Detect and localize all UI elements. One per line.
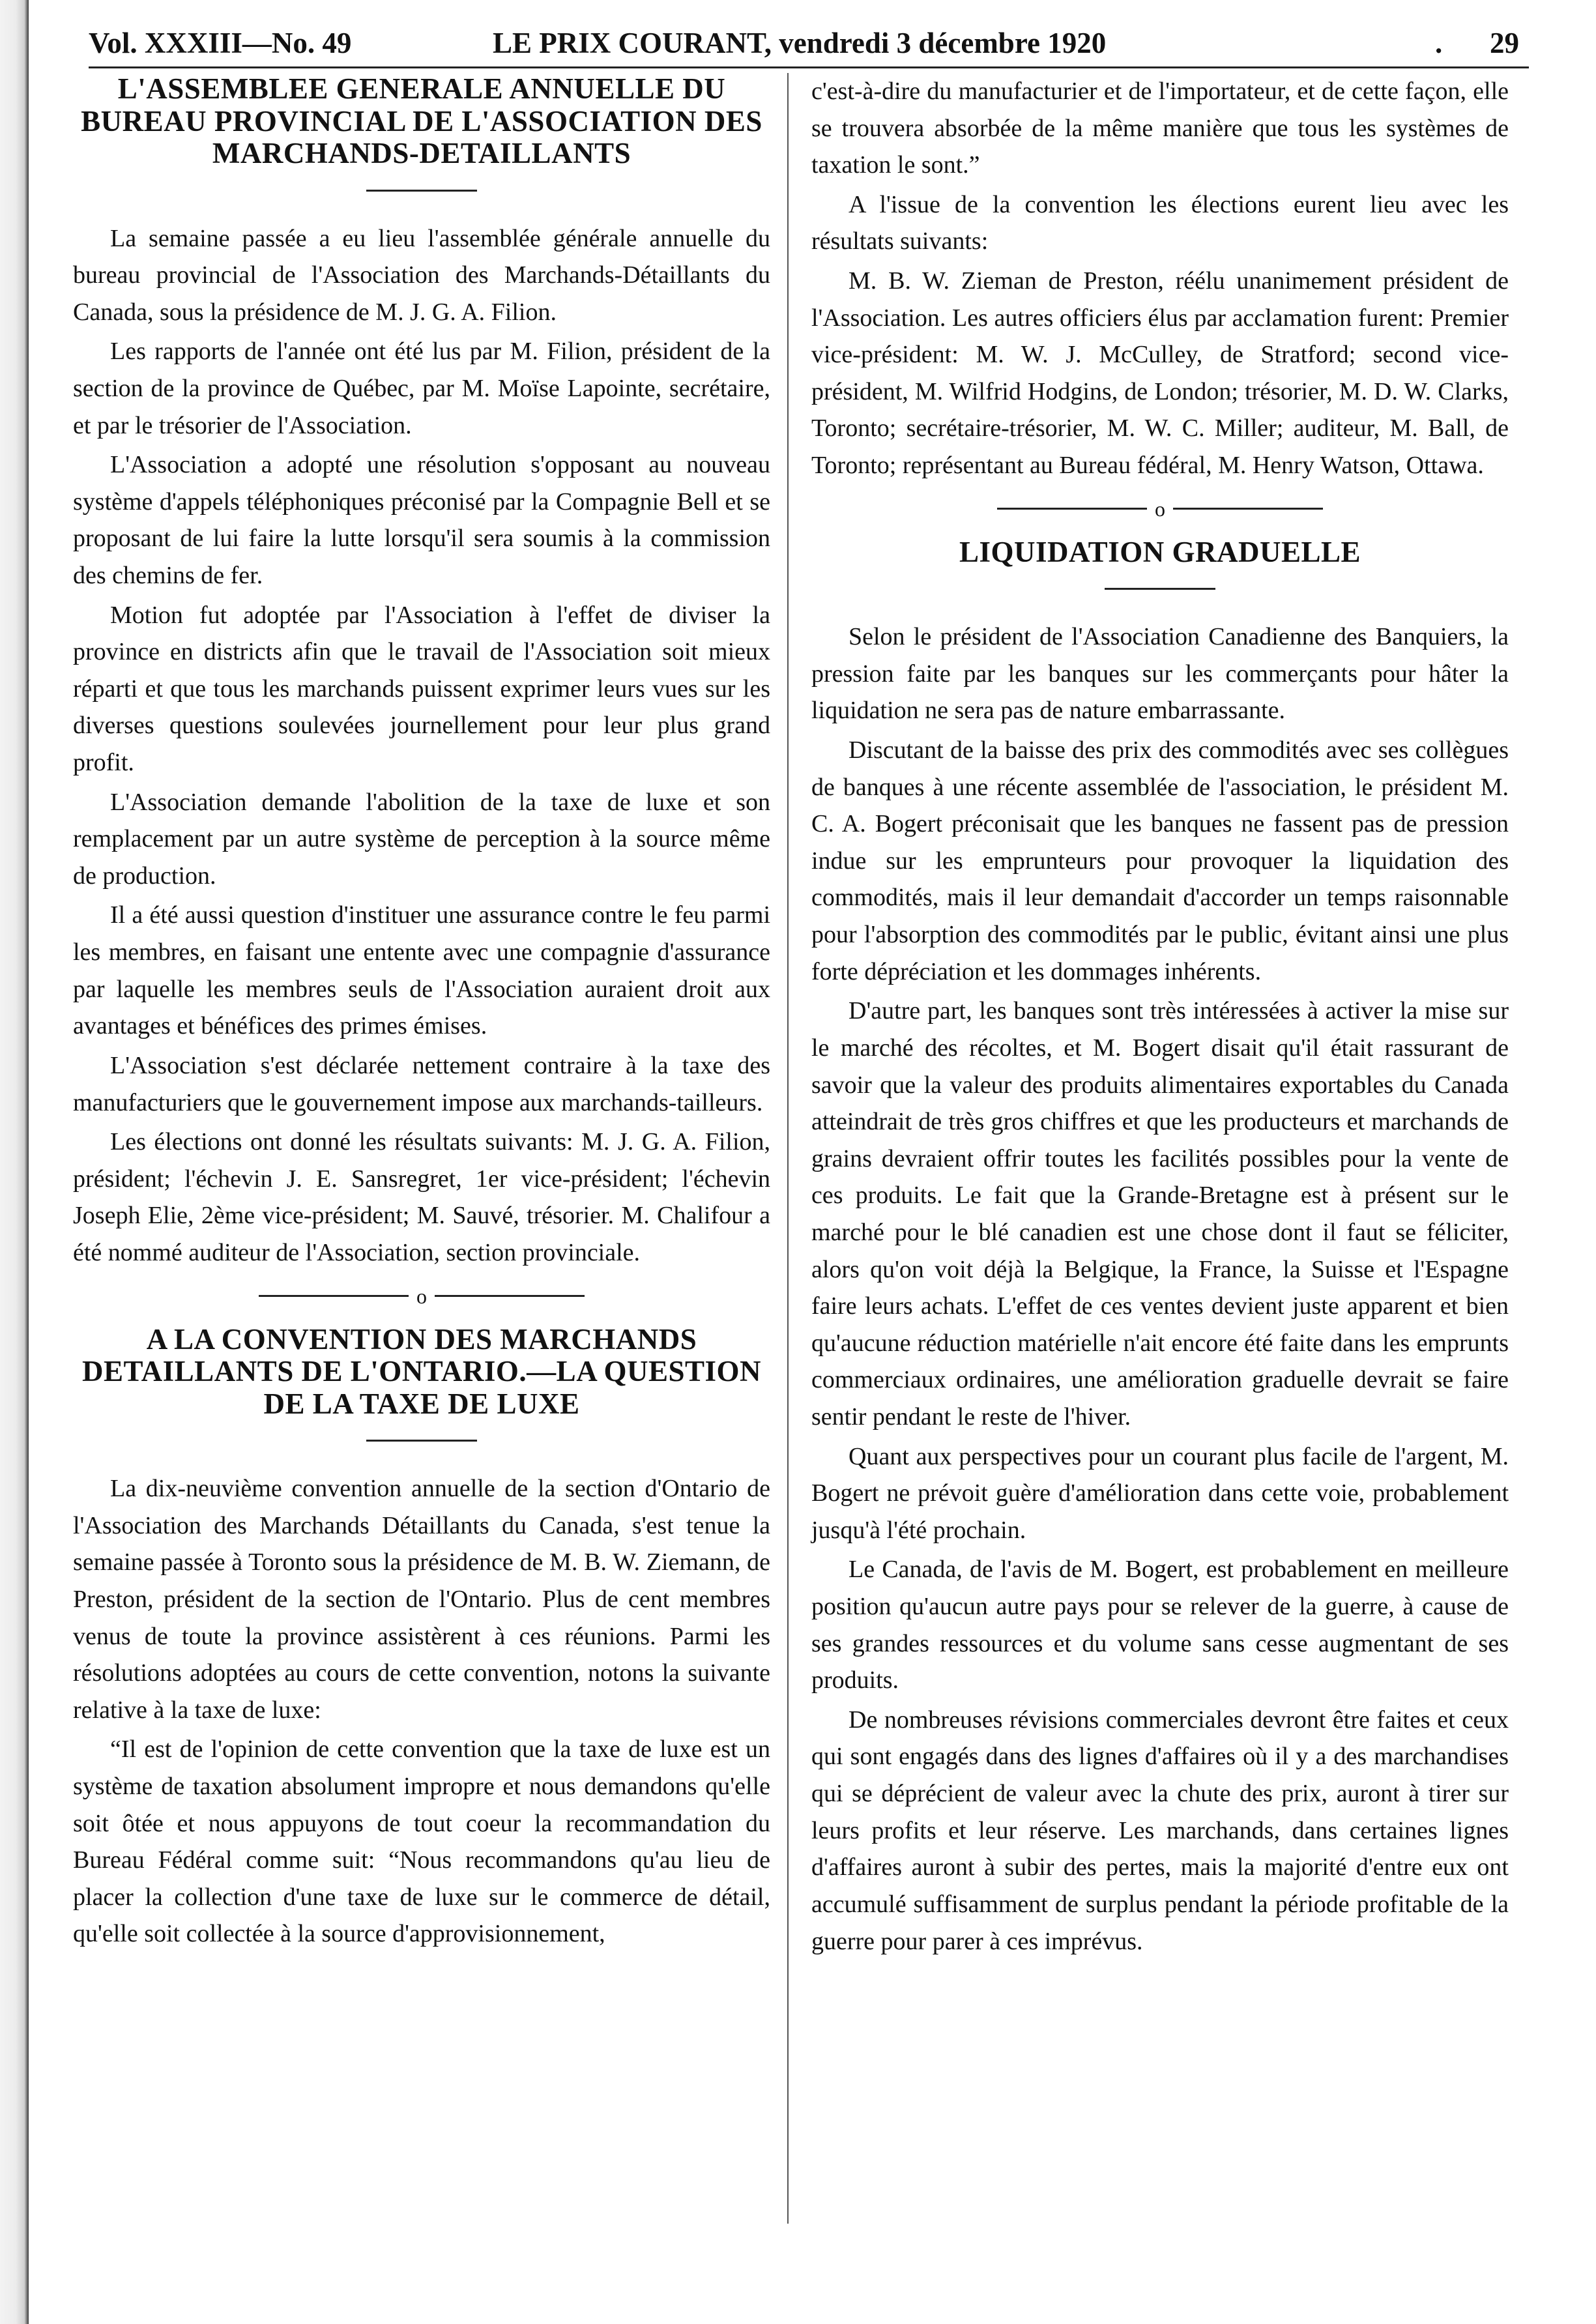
article-paragraph: La semaine passée a eu lieu l'assemblée générale annuelle du bureau provincial de l'Association des Marchands-Détaillants du Canada, sous la présidence de M. J. G. A. Filion. xyxy=(73,224,770,326)
running-head-rule xyxy=(89,66,1529,68)
article-assemblee-generale xyxy=(73,73,770,1271)
article-paragraph: “Il est de l'opinion de cette convention que la taxe de luxe est un système de taxation absolument impropre et nous demandons qu'elle soit ôtée et nous appuyons de tout coeur la recommandation du Bureau Fédéral comme suit: “Nous recommandons qu'au lieu de placer la collection d'une taxe de luxe sur le commerce de détail, qu'elle soit collectée à la source d'approvisionnement, xyxy=(73,1736,770,1948)
right-column xyxy=(811,73,1509,1960)
article-paragraph: Discutant de la baisse des prix des commodités avec ses collègues de banques à une récente assemblée de l'association, le président M. C. A. Bogert préconisait que les banques ne fassent pas de pression indue sur les emprunteurs pour provoquer la liquidation des commodités, mais il leur demandait d'accorder un temps raisonnable pour l'absorption des commodités par le public, évitant ainsi une plus forte dépréciation et les dommages inhérents. xyxy=(811,736,1509,985)
divider-line xyxy=(997,508,1147,510)
article-title: L'ASSEMBLEE GENERALE ANNUELLE DU BUREAU PROVINCIAL DE L'ASSOCIATION DES MARCHANDS-DETAILLANTS xyxy=(81,72,762,169)
section-divider xyxy=(811,499,1509,519)
page-number: 29 xyxy=(1490,27,1519,59)
article-convention-ontario xyxy=(73,1324,770,1953)
continuation-paragraph: c'est-à-dire du manufacturier et de l'importateur, et de cette façon, elle se trouvera absorbée de la même manière que tous les systèmes de taxation le sont.” xyxy=(811,78,1509,179)
binding-edge xyxy=(0,0,29,2324)
article-paragraph: Motion fut adoptée par l'Association à l'effet de diviser la province en districts afin que le travail de l'Association soit mieux réparti et que tous les marchands puissent exprimer leurs vues sur les diverses questions soulevées journellement pour leur plus grand profit. xyxy=(73,601,770,777)
left-column xyxy=(73,73,770,1953)
article-paragraph: Les élections ont donné les résultats suivants: M. J. G. A. Filion, président; l'échevin J. E. Sansregret, 1er vice-président; l'échevin Joseph Elie, 2ème vice-président; M. Sauvé, trésorier. M. Chalifour a été nommé auditeur de l'Association, section provinciale. xyxy=(73,1128,770,1266)
section-divider xyxy=(73,1286,770,1307)
article-paragraph: Le Canada, de l'avis de M. Bogert, est probablement en meilleure position qu'aucun autre pays pour se relever de la guerre, à cause de ses grandes ressources et du volume sans cesse augmentant de ses produits. xyxy=(811,1556,1509,1694)
article-title: A LA CONVENTION DES MARCHANDS DETAILLANTS DE L'ONTARIO.—LA QUESTION DE LA TAXE DE LUXE xyxy=(81,1322,762,1420)
volume-number: Vol. XXXIII—No. 49 xyxy=(89,27,352,59)
article-paragraph: Quant aux perspectives pour un courant plus facile de l'argent, M. Bogert ne prévoit guère d'amélioration dans cette voie, probablement jusqu'à l'été prochain. xyxy=(811,1442,1509,1544)
divider-line xyxy=(435,1295,585,1297)
running-head xyxy=(89,20,1529,65)
article-paragraph: L'Association s'est déclarée nettement contraire à la taxe des manufacturiers que le gouvernement impose aux marchands-tailleurs. xyxy=(73,1051,770,1116)
divider-mark: o xyxy=(416,1284,427,1308)
divider-mark: o xyxy=(1155,497,1165,521)
running-head-dot: . xyxy=(1435,27,1443,59)
continuation-paragraph: M. B. W. Zieman de Preston, réélu unanimement président de l'Association. Les autres officiers élus par acclamation furent: Premier vice-président: M. W. J. McCulley, de Stratford; second vice-président, M. Wilfrid Hodgins, de London; trésorier, M. D. W. Clarks, Toronto; secrétaire-trésorier, M. W. C. Miller; auditeur, M. Ball, de Toronto; représentant au Bureau fédéral, M. Henry Watson, Ottawa. xyxy=(811,267,1509,480)
article-paragraph: L'Association demande l'abolition de la taxe de luxe et son remplacement par un autre système de perception à la source même de production. xyxy=(73,788,770,890)
publication-date-line: LE PRIX COURANT, vendredi 3 décembre 1920 xyxy=(493,27,1107,59)
article-paragraph: L'Association a adopté une résolution s'opposant au nouveau système d'appels téléphoniques préconisé par la Compagnie Bell et se proposant de lui faire la lutte lorsqu'il sera soumis à la commission des chemins de fer. xyxy=(73,451,770,589)
title-rule xyxy=(366,1440,477,1442)
article-paragraph: De nombreuses révisions commerciales devront être faites et ceux qui sont engagés dans des lignes d'affaires où il y a des marchandises qui se déprécient de valeur avec la chute des prix, auront à tirer sur leurs profits et leur réserve. Les marchands, dans certaines lignes d'affaires auront à subir des pertes, mais la majorité d'entre eux ont accumulé suffisamment de surplus pendant la période profitable de la guerre pour parer à ces imprévus. xyxy=(811,1706,1509,1955)
continuation-paragraph: A l'issue de la convention les élections eurent lieu avec les résultats suivants: xyxy=(811,190,1509,255)
article-liquidation-graduelle xyxy=(811,536,1509,1960)
divider-line xyxy=(259,1295,409,1297)
divider-line xyxy=(1173,508,1323,510)
article-continuation xyxy=(811,73,1509,484)
article-paragraph: Les rapports de l'année ont été lus par M. Filion, président de la section de la province de Québec, par M. Moïse Lapointe, secrétaire, et par le trésorier de l'Association. xyxy=(73,338,770,439)
article-paragraph: La dix-neuvième convention annuelle de la section d'Ontario de l'Association des Marchands Détaillants du Canada, s'est tenue la semaine passée à Toronto sous la présidence de M. B. W. Ziemann, de Preston, président de la section de l'Ontario. Plus de cent membres venus de toute la province assistèrent à ces réunions. Parmi les résolutions adoptées au cours de cette convention, notons la suivante relative à la taxe de luxe: xyxy=(73,1475,770,1724)
title-rule xyxy=(366,190,477,192)
article-paragraph: Il a été aussi question d'instituer une assurance contre le feu parmi les membres, en faisant une entente avec une compagnie d'assurance par laquelle les membres seuls de l'Association auraient droit aux avantages et bénéfices des primes émises. xyxy=(73,901,770,1040)
article-paragraph: D'autre part, les banques sont très intéressées à activer la mise sur le marché des récoltes, et M. Bogert disait qu'il était rassurant de savoir que la valeur des produits alimentaires exportables du Canada atteindrait de très gros chiffres et que les producteurs et marchands de grains devraient offrir toutes les facilités possibles pour la vente de ces produits. Le fait que la Grande-Bretagne est à présent sur le marché pour le blé canadien est une chose dont il faut se féliciter, alors qu'on voit déjà la Belgique, la France, la Suisse et l'Espagne faire leurs achats. L'effet de ces ventes devient juste apparent et bien qu'aucune réduction matérielle n'ait encore été faite dans les emprunts commerciaux ordinaires, une amélioration graduelle devrait se faire sentir pendant le reste de l'hiver. xyxy=(811,997,1509,1431)
article-title: LIQUIDATION GRADUELLE xyxy=(959,535,1361,568)
title-rule xyxy=(1105,588,1215,590)
column-separator xyxy=(787,73,789,2224)
article-paragraph: Selon le président de l'Association Canadienne des Banquiers, la pression faite par les banques sur les commerçants pour hâter la liquidation ne sera pas de nature embarrassante. xyxy=(811,623,1509,725)
